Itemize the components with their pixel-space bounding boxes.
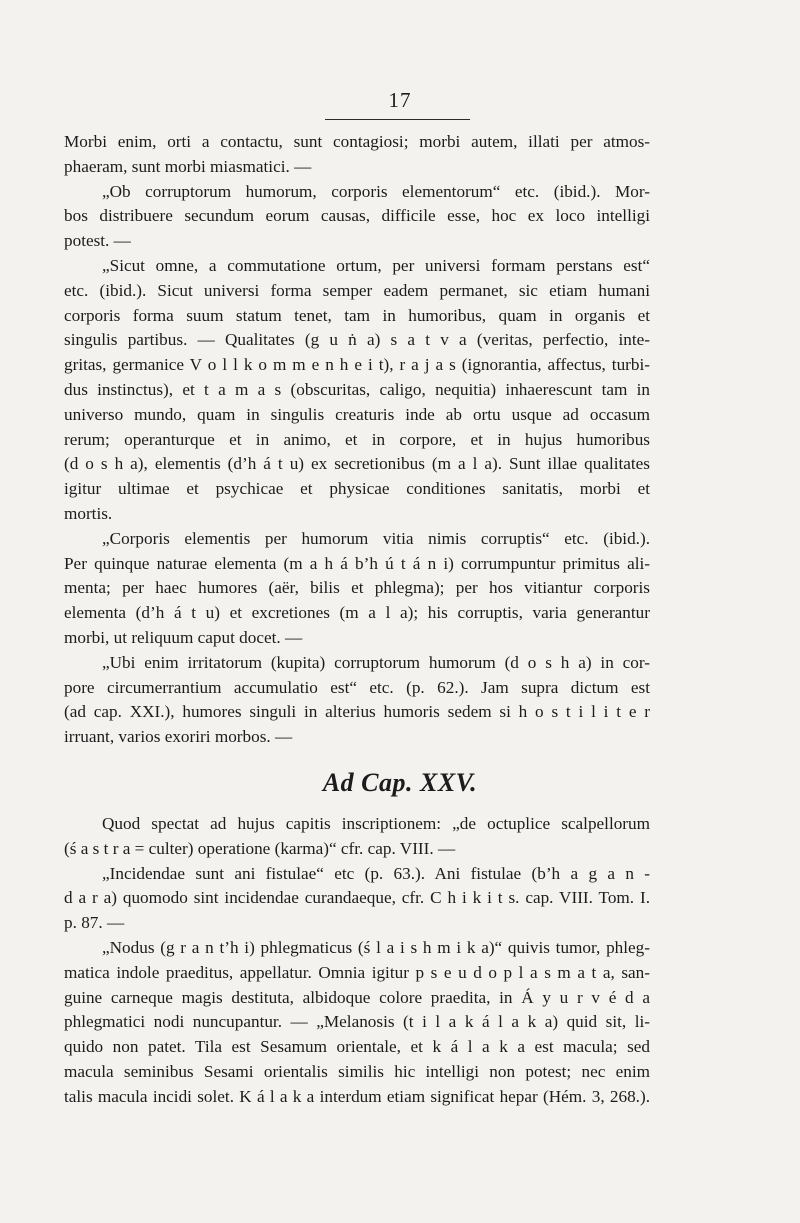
text-line: d a r a) quomodo sint incidendae curandaeque, cfr. C h i k i t s. cap. VIII. Tom. I. bbox=[64, 888, 650, 908]
text-line: dus instinctus), et t a m a s (obscuritas, caligo, nequitia) inhaerescunt tam in bbox=[64, 379, 650, 399]
text-line: Quod spectat ad hujus capitis inscriptionem: „de octuplice scalpellorum bbox=[102, 814, 650, 833]
text-line: singulis partibus. — Qualitates (g u ṅ a) s a t v a (veritas, perfectio, inte- bbox=[64, 330, 650, 350]
text-line: Per quinque naturae elementa (m a h á b’h ú t á n i) corrumpuntur primitus ali- bbox=[64, 553, 650, 573]
text-line: morbi, ut reliquum caput docet. — bbox=[64, 627, 303, 647]
text-line: p. 87. — bbox=[64, 913, 125, 933]
text-line: corporis forma suum statum tenet, tam in humoribus, quam in organis et bbox=[64, 305, 650, 325]
text-line: guine carneque magis destituta, albidoque colore praedita, in Á y u r v é d a bbox=[64, 987, 650, 1007]
text-line: (ad cap. XXI.), humores singuli in alterius humoris sedem si h o s t i l i t e r bbox=[64, 702, 650, 722]
page-number: 17 bbox=[388, 88, 412, 112]
text-line: mortis. bbox=[64, 503, 113, 523]
text-line: Morbi enim, orti a contactu, sunt contagiosi; morbi autem, illati per atmos- bbox=[64, 132, 650, 151]
text-line: universo mundo, quam in singulis creaturis inde ab ortu usque ad occasum bbox=[64, 404, 650, 424]
text-line: matica indole praeditus, appellatur. Omnia igitur p s e u d o p l a s m a t a, san- bbox=[64, 962, 650, 982]
text-line: quido non patet. Tila est Sesamum orientale, et k á l a k a est macula; sed bbox=[64, 1037, 650, 1057]
text-line: potest. — bbox=[64, 231, 131, 251]
text-line: „Ob corruptorum humorum, corporis elementorum“ etc. (ibid.). Mor- bbox=[102, 181, 650, 201]
text-line: rerum; operanturque et in animo, et in corpore, et in hujus humoribus bbox=[64, 429, 650, 449]
text-line: phaeram, sunt morbi miasmatici. — bbox=[64, 156, 312, 176]
text-block-chapter bbox=[64, 812, 650, 1110]
text-line: „Ubi enim irritatorum (kupita) corruptorum humorum (d o s h a) in cor- bbox=[102, 652, 650, 672]
text-line: elementa (d’h á t u) et excretiones (m a l a); his corruptis, varia generantur bbox=[64, 603, 650, 623]
text-line: (d o s h a), elementis (d’h á t u) ex secretionibus (m a l a). Sunt illae qualitates bbox=[64, 454, 650, 474]
text-line: irruant, varios exoriri morbos. — bbox=[64, 727, 293, 747]
text-line: phlegmatici nodi nuncupantur. — „Melanosis (t i l a k á l a k a) quid sit, li- bbox=[64, 1012, 650, 1032]
text-line: „Sicut omne, a commutatione ortum, per universi formam perstans est“ bbox=[102, 255, 650, 275]
text-line: bos distribuere secundum eorum causas, difficile esse, hoc ex loco intelligi bbox=[64, 206, 650, 226]
text-line: gritas, germanice V o l l k o m m e n h e i t), r a j a s (ignorantia, affectus, turbi- bbox=[64, 355, 650, 375]
text-line: (ś a s t r a = culter) operatione (karma)“ cfr. cap. VIII. — bbox=[64, 838, 456, 858]
text-line: „Corporis elementis per humorum vitia nimis corruptis“ etc. (ibid.). bbox=[102, 528, 650, 548]
text-line: talis macula incidi solet. K á l a k a interdum etiam significat hepar (Hém. 3, 268.). bbox=[64, 1086, 650, 1106]
text-line: pore circumerrantium accumulatio est“ etc. (p. 62.). Jam supra dictum est bbox=[64, 677, 650, 697]
header-rule bbox=[325, 119, 470, 120]
text-line: igitur ultimae et psychicae et physicae conditiones sanitatis, morbi et bbox=[64, 479, 650, 499]
text-line: „Incidendae sunt ani fistulae“ etc (p. 63.). Ani fistulae (b’h a g a n - bbox=[102, 863, 650, 883]
text-line: macula seminibus Sesami orientalis similis hic intelligi non potest; nec enim bbox=[64, 1061, 650, 1081]
text-line: menta; per haec humores (aër, bilis et phlegma); per hos vitiantur corporis bbox=[64, 578, 650, 598]
text-block-main bbox=[64, 130, 650, 750]
section-heading: Ad Cap. XXV. bbox=[322, 768, 478, 797]
text-line: „Nodus (g r a n t’h i) phlegmaticus (ś l a i s h m i k a)“ quivis tumor, phleg- bbox=[102, 937, 650, 957]
text-line: etc. (ibid.). Sicut universi forma semper eadem permanet, sic etiam humani bbox=[64, 280, 650, 300]
